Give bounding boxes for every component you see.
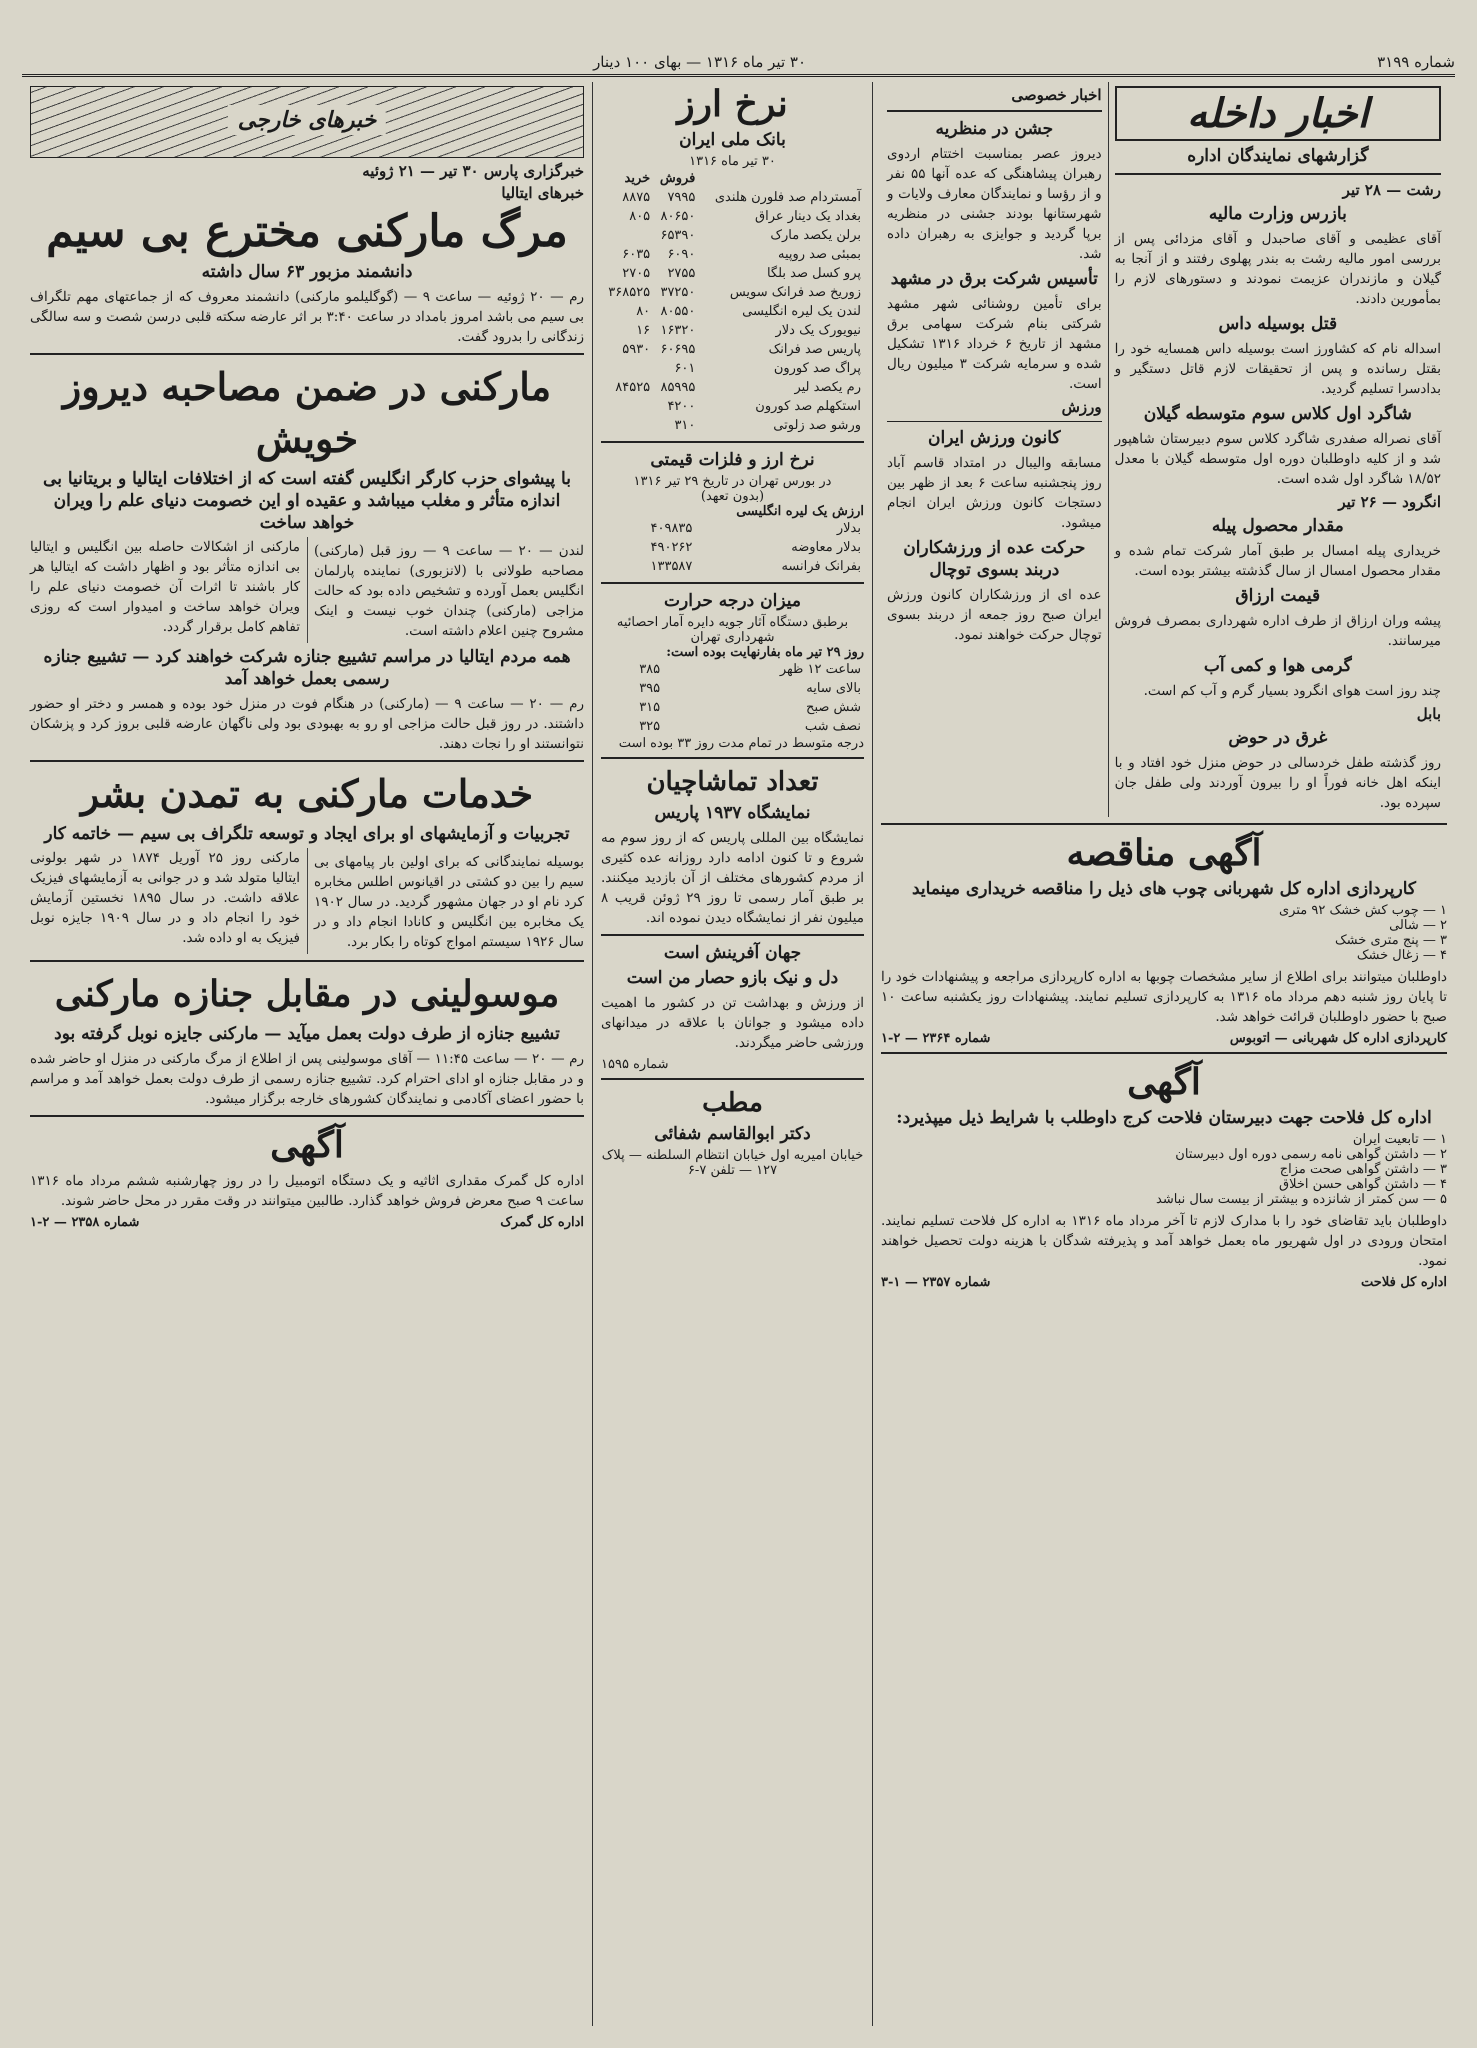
table-cell: ۱۶ [636,323,651,338]
foreign-news-logo [30,86,584,158]
table-row [601,226,864,245]
dateline-rasht: رشت — ۲۸ تیر [1342,181,1441,199]
table-cell: ۶۰۹۰ [667,247,696,262]
table-cell: ۸۸۷۵ [622,190,651,205]
table-cell: ۴۹۰۲۶۲ [650,540,693,555]
clinic-title: مطب [702,1088,763,1118]
table-row [601,679,864,698]
table-cell: ورشو صد زلوتی [773,418,861,433]
spectators-subtitle: نمایشگاه ۱۹۳۷ پاریس [654,803,811,823]
athletes-text: عده ای از ورزشکاران کانون ورزش ایران صبح روز جمعه از دربند بسوی توچال حرکت خواهند نمود. [887,587,1102,643]
gold-table [601,519,864,576]
table-cell: ۳۸۵ [639,662,661,677]
rates-table [601,169,864,435]
table-cell: ۶۰۶۹۵ [660,342,696,357]
table-row [601,557,864,576]
table-cell: بدلار [836,521,861,536]
funeral-text: رم — ۲۰ — ساعت ۹ — (مارکنی) در هنگام فوت در منزل خود بوده و همسر و دختر او حضور داشتند. در روز قبل حالت مزاجی او رو به بهبودی بود ولی ناگهان عارضه قلبی بروز کرد و پزشکان نتوانستند او را نجات دهند. [30,696,584,752]
clinic-address: خیابان امیریه اول خیابان انتظام السلطنه — پلاک ۱۲۷ — تلفن ۷-۶ [601,1148,864,1178]
gold-note: (بدون تعهد) [700,489,765,504]
table-cell: ۱۶۳۲۰ [660,323,696,338]
table-cell: ۶۰۱ [674,361,696,376]
customs-ref: شماره ۲۳۵۸ — ۲-۱ [30,1215,140,1230]
tender-ad [881,831,1447,1046]
agri-ad-title: آگهی [1127,1061,1201,1103]
table-row [601,538,864,557]
sport-title: جهان آفرینش است [663,943,802,963]
celebration-text: دیروز عصر بمناسبت اختتام اردوی رهبران پیشاهنگی که عده آنها ۵۵ نفر و از رؤسا و نمایندگان معارف ولایات و شهرستانها بودند جشنی در منظریه برپا گردید و جوایزی به رهبران داده شد. [887,146,1102,262]
rates-date: ۳۰ تیر ماه ۱۳۱۶ [689,154,776,169]
table-row [601,416,864,435]
customs-signature: اداره کل گمرک [500,1215,584,1230]
table-cell: ۸۰ [636,304,651,319]
services-text: بوسیله نمایندگانی که برای اولین بار پیامهای بی سیم را بین دو کشتی در اقیانوس اطلس مخابره کرد نام او در جهان مشهور گردید. در سال ۱۹۰۲ یک مخابره بین انگلیس و کانادا انجام داد و در سال ۱۹۲۶ سیستم امواج کوتاه را بکار برد. [314,854,584,950]
table-row [601,378,864,397]
table-row [601,188,864,207]
table-cell: ۶۰۳۵ [622,247,651,262]
tender-text: داوطلبان میتوانند برای اطلاع از سایر مشخصات چوبها به اداره کارپردازی مراجعه و پیشنهادات خود را تا پایان روز شنبه دهم مرداد ماه ۱۳۱۶ به کارپردازی تسلیم نمایند. پیشنهادات روز یکشنبه ساعت ۱۰ صبح با حضور داوطلبان قرائت خواهد شد. [881,969,1448,1025]
table-cell: ۳۶۸۵۲۵ [608,285,651,300]
interview-text: لندن — ۲۰ — ساعت ۹ — روز قبل (مارکنی) مصاحبه طولانی با (لانزبوری) نماینده پارلمان انگلیس بعمل آورده و تشخیص داده بود که حالت مزاجی (مارکنی) چندان خوب نیست و اینک مشروح چنین اعلام داشته است. [314,543,584,639]
table-cell: ۷۹۹۵ [667,190,696,205]
mussolini-subhead: تشییع جنازه از طرف دولت بعمل میآید — مارکنی جایزه نوبل گرفته بود [54,1024,560,1044]
heat-heading: گرمی هوا و کمی آب [1203,656,1352,676]
temp-table [601,660,864,736]
temp-subtitle: برطبق دستگاه آثار جویه دایره آمار احصائیه شهرداری تهران [616,615,849,645]
subhead-age: دانشمند مزبور ۶۳ سال داشته [201,262,413,282]
bank-name: بانک ملی ایران [679,130,786,150]
table-cell: نصف شب [804,719,861,734]
death-text: رم — ۲۰ ژوئیه — ساعت ۹ — (گوگلیلمو مارکنی) دانشمند معروف که از جماعتهای مهم تلگراف بی سیم می باشد امروز بامداد در ساعت ۳:۴۰ بر اثر عارضه سکته قلبی درسن شصت و سه سالگی زندگانی را بدرود گفت. [30,289,585,345]
table-row [601,397,864,416]
tender-ref: شماره ۲۳۶۴ — ۲-۱ [881,1031,991,1046]
tender-signature: کارپردازی اداره کل شهربانی — اتوبوس [1229,1031,1447,1046]
drown-text: روز گذشته طفل خردسالی در حوض منزل خود افتاد و با اینکه اهل خانه فوراً او را بیرون آوردند ولی طفل جان سپرده بود. [1114,755,1441,811]
power-heading: تأسیس شرکت برق در مشهد [890,269,1098,289]
tender-item: ۴ — زغال خشک [1356,948,1447,963]
gold-title: نرخ ارز و فلزات قیمتی [650,450,815,470]
finance-heading: بازرس وزارت مالیه [1208,204,1347,224]
table-cell: ۴۰۹۸۳۵ [650,521,693,536]
foreign-column [22,82,592,2026]
agri-text: داوطلبان باید تقاضای خود را با مدارک لازم تا آخر مرداد ماه ۱۳۱۶ به اداره کل فلاحت تسلیم نمایند. امتحان ورودی در اول شهریور ماه بعمل خواهد آمد و پذیرفته شدگان با هزینه دولت تحصیل خواهند نمود. [881,1213,1447,1269]
gold-head: ارزش یک لیره انگلیسی [736,504,864,519]
masthead [22,50,1455,77]
table-row [601,340,864,359]
tender-item: ۳ — پنج متری خشک [1335,933,1447,948]
table-cell: ۳۷۲۵۰ [660,285,696,300]
sport-label: ورزش [1061,398,1102,416]
table-cell: شش صبح [806,700,861,715]
agri-item: ۵ — سن کمتر از شانزده و بیشتر از بیست سال نباشد [1156,1192,1447,1207]
interview-lead: با پیشوای حزب کارگر انگلیس گفته است که از اختلافات ایتالیا و بریتانیا بی اندازه متأثر و مغلب میباشد و عقیده او این خصومت دنیای علم را ویران خواهد ساخت [43,469,571,533]
table-cell: بدلار معاوضه [791,540,861,555]
rates-title: نرخ ارز [677,83,788,125]
temp-average: درجه متوسط در تمام مدت روز ۳۳ بوده است [618,736,864,751]
agri-signature: اداره کل فلاحت [1361,1275,1447,1290]
sport-ref: شماره ۱۵۹۵ [601,1057,669,1072]
headline-interview: مارکنی در ضمن مصاحبه دیروز خویش [62,364,552,461]
murder-heading: قتل بوسیله داس [1218,314,1338,334]
sport-text: از ورزش و بهداشت تن در کشور ما اهمیت داده میشود و جوانان با علاقه در میدانهای ورزشی حاضر میگردند. [601,995,864,1051]
table-cell: ۳۱۵ [639,700,661,715]
mussolini-text: رم — ۲۰ — ساعت ۱۱:۴۵ — آقای موسولینی پس از اطلاع از مرگ مارکنی در منزل او حاضر شده و در مقابل جنازه او ادای احترام کرد. تشییع جنازه رسمی از طرف دولت بعمل خواهد آمد و مراسم با حضور اعضای آکادمی و نمایندگان کشورهای خارجه برگزار میشود. [30,1051,584,1107]
table-row [601,207,864,226]
agri-item: ۱ — تابعیت ایران [1352,1132,1447,1147]
table-row [601,302,864,321]
price-text: پیشه وران ارزاق از طرف اداره شهرداری بمصرف فروش میرسانند. [1114,613,1441,649]
table-cell: رم یکصد لیر [794,380,861,395]
table-row [601,519,864,538]
table-cell: ۳۹۵ [639,681,661,696]
headline-mussolini: موسولینی در مقابل جنازه مارکنی [54,973,560,1015]
table-cell: ۱۳۳۵۸۷ [650,559,693,574]
silk-heading: مقدار محصول پیله [1211,516,1344,536]
table-row [601,359,864,378]
reports-title: گزارشهای نمایندگان اداره [1187,146,1369,166]
temp-title: میزان درجه حرارت [664,591,801,611]
tender-item: ۱ — چوب کش خشک ۹۲ متری [1278,903,1447,918]
student-text: آقای نصراله صفدری شاگرد کلاس سوم دبیرستان شاهپور شد و از کلیه داوطلبان دوره اول متوسطه گیلان با معدل ۱۸/۵۲ شاگرد اول شده است. [1114,431,1441,487]
date-line: ۳۰ تیر ماه ۱۳۱۶ — بهای ۱۰۰ دینار [593,53,807,71]
table-cell: ۳۱۰ [674,418,696,433]
table-cell: ۵۹۳۰ [622,342,651,357]
power-text: برای تأمین روشنائی شهر مشهد شرکتی بنام شرکت سهامی برق مشهد از تاریخ ۶ خرداد ۱۳۱۶ تشکیل شده و سرمایه شرکت ۳ میلیون ریال است. [887,296,1102,392]
table-cell: پاریس صد فرانک [768,342,861,357]
headline-funeral: همه مردم ایتالیا در مراسم تشییع جنازه شرکت خواهند کرد — تشییع جنازه رسمی بعمل خواهد آمد [43,647,571,689]
table-cell: پرو کسل صد بلگا [766,266,861,281]
price-heading: قیمت ارزاق [1235,586,1321,606]
club-text: مسابقه والیبال در امتداد قاسم آباد روز پنجشنبه ساعت ۶ بعد از ظهر بین دستجات کانون ورزش ایران انجام میشود. [887,455,1102,531]
temp-line: روز ۲۹ تیر ماه بفارنهایت بوده است: [666,645,864,660]
headline-death: مرگ مارکنی مخترع بی سیم [46,206,568,257]
table-cell: ۲۷۰۵ [622,266,651,281]
domestic-brand: اخبار داخله [1115,86,1441,141]
customs-ad-title: آگهی [270,1124,344,1166]
drown-heading: غرق در حوض [1228,728,1328,748]
table-cell: ۸۰۵ [629,209,651,224]
headline-services: خدمات مارکنی به تمدن بشر [80,771,534,816]
table-cell: ۸۴۵۲۵ [615,380,651,395]
table-row [601,245,864,264]
table-cell [601,397,653,416]
table-cell: ۲۷۵۵ [667,266,696,281]
table-cell: استکهلم صد کورون [755,399,861,414]
foreign-logo-text: خبرهای خارجی [228,105,386,135]
italy-section: خبرهای ایتالیا [501,184,584,202]
table-cell: بفرانک فرانسه [781,559,861,574]
table-cell [601,226,653,245]
table-cell: نیویورک یک دلار [775,323,861,338]
private-news-title: اخبار خصوصی [1011,86,1102,104]
athletes-heading: حرکت عده از ورزشکاران دربند بسوی توچال [903,538,1086,580]
agri-item: ۴ — داشتن گواهی حسن اخلاق [1279,1177,1447,1192]
clinic-doctor: دکتر ابوالقاسم شفائی [654,1124,811,1144]
gold-subtitle: در بورس تهران در تاریخ ۲۹ تیر ۱۳۱۶ [633,474,832,489]
table-cell: ۶۵۳۹۰ [660,228,696,243]
table-cell [601,359,653,378]
interview-text: مارکنی از اشکالات حاصله بین انگلیس و ایتالیا بی اندازه متأثر بود و اظهار داشت که ایتالیا هر کار باشند تا اثرات آن خصومت دنیای علم را ویران خواهد ساخت و امیدوار است که روزی تفاهم کامل برقرار گردد. [30,539,300,635]
domestic-column [872,82,1455,2026]
table-cell: ۳۲۵ [639,719,661,734]
agri-intro: اداره کل فلاحت جهت دبیرستان فلاحت کرج داوطلب با شرایط ذیل میپذیرد: [896,1108,1432,1128]
sport-subtitle: دل و نیک بازو حصار من است [626,968,839,988]
table-row [601,283,864,302]
customs-ad-text: اداره کل گمرک مقداری اثاثیه و یک دستگاه اتومبیل را در روز چهارشنبه ششم مرداد ماه ۱۳۱۶ ساعت ۹ صبح معرض فروش خواهد گذارد. طالبین میتوانند در وقت مقرر در محل حاضر شوند. [30,1173,584,1209]
table-cell: ساعت ۱۲ ظهر [779,662,861,677]
heat-text: چند روز است هوای انگرود بسیار گرم و آب کم است. [1143,683,1441,699]
services-subhead: تجربیات و آزمایشهای او برای ایجاد و توسعه تلگراف بی سیم — خاتمه کار [44,824,570,844]
celebration-heading: جشن در منظریه [935,119,1054,139]
table-row [601,321,864,340]
foreign-dateline: خبرگزاری پارس ۳۰ تیر — ۲۱ ژوئیه [362,162,584,180]
table-cell [601,416,653,435]
table-cell: بمبئی صد روپیه [777,247,861,262]
dateline-angrud: انگرود — ۲۶ تیر [1338,493,1441,511]
table-cell: ۴۲۰۰ [667,399,696,414]
agri-item: ۲ — داشتن گواهی نامه رسمی دوره اول دبیرستان [1175,1147,1447,1162]
table-cell: بغداد یک دینار عراق [755,209,861,224]
table-cell: لندن یک لیره انگلیسی [742,304,861,319]
table-cell: بالای سایه [806,681,861,696]
agriculture-ad [881,1060,1447,1290]
agri-item: ۳ — داشتن گواهی صحت مزاج [1279,1162,1447,1177]
finance-text: آقای عظیمی و آقای صاحبدل و آقای مزدائی پس از بررسی امور مالیه رشت به بندر پهلوی رفتند و از آنجا به گیلان و مازندران عزیمت نمودند و دستورهای لازم را بمأمورین دادند. [1114,231,1441,307]
buy-header: خرید [624,171,651,186]
table-row [601,698,864,717]
table-cell: برلن یکصد مارک [770,228,861,243]
tender-intro: کارپردازی اداره کل شهربانی چوب های ذیل را مناقصه خریداری مینماید [911,879,1417,899]
spectators-text: نمایشگاه بین المللی پاریس که از روز سوم مه شروع و تا کنون ادامه دارد روزانه عده کثیری از مردم کشورهای مختلف از آن بازدید میکنند. بر طبق آمار رسمی تا روز ۲۹ ژوئن قریب ۸ میلیون نفر از نمایشگاه دیدن نموده اند. [601,830,864,926]
table-row [601,717,864,736]
tender-title: آگهی مناقصه [1066,832,1262,874]
silk-text: خریداری پیله امسال بر طبق آمار شرکت تمام شده و مقدار محصول امسال از سال گذشته بیشتر بوده است. [1114,543,1441,579]
spectators-title: تعداد تماشاچیان [646,767,819,797]
club-heading: کانون ورزش ایران [928,428,1061,448]
table-cell: پراگ صد کورون [773,361,861,376]
table-row [601,264,864,283]
murder-text: اسداله نام که کشاورز است بوسیله داس همسایه خود را بقتل رسانده و پس از تحقیقات لازم قاتل دستگیر و بدادسرا تسلیم گردید. [1114,341,1441,397]
table-cell: ۸۵۹۹۵ [660,380,696,395]
dateline-babol: بابل [1416,705,1441,723]
sell-header: فروش [659,171,696,186]
table-cell: ۸۰۵۵۰ [660,304,696,319]
services-text: مارکنی روز ۲۵ آوریل ۱۸۷۴ در شهر بولونی ایتالیا متولد شد و در جوانی به آزمایشهای فیزیک علاقه داشت. در سال ۱۸۹۵ نخستین آزمایش خود را انجام داد و در سال ۱۹۰۹ جایزه نوبل فیزیک به او داده شد. [30,850,300,946]
issue-number: شماره ۳۱۹۹ [1377,53,1455,71]
table-cell: آمستردام صد فلورن هلندی [714,190,861,205]
table-cell: زوریخ صد فرانک سویس [729,285,861,300]
tender-item: ۲ — شالی [1389,918,1447,933]
agri-ref: شماره ۲۳۵۷ — ۱-۳ [881,1275,991,1290]
table-cell: ۸۰۶۵۰ [660,209,696,224]
table-row [601,660,864,679]
rates-column [592,82,872,2026]
student-heading: شاگرد اول کلاس سوم متوسطه گیلان [1143,404,1412,424]
